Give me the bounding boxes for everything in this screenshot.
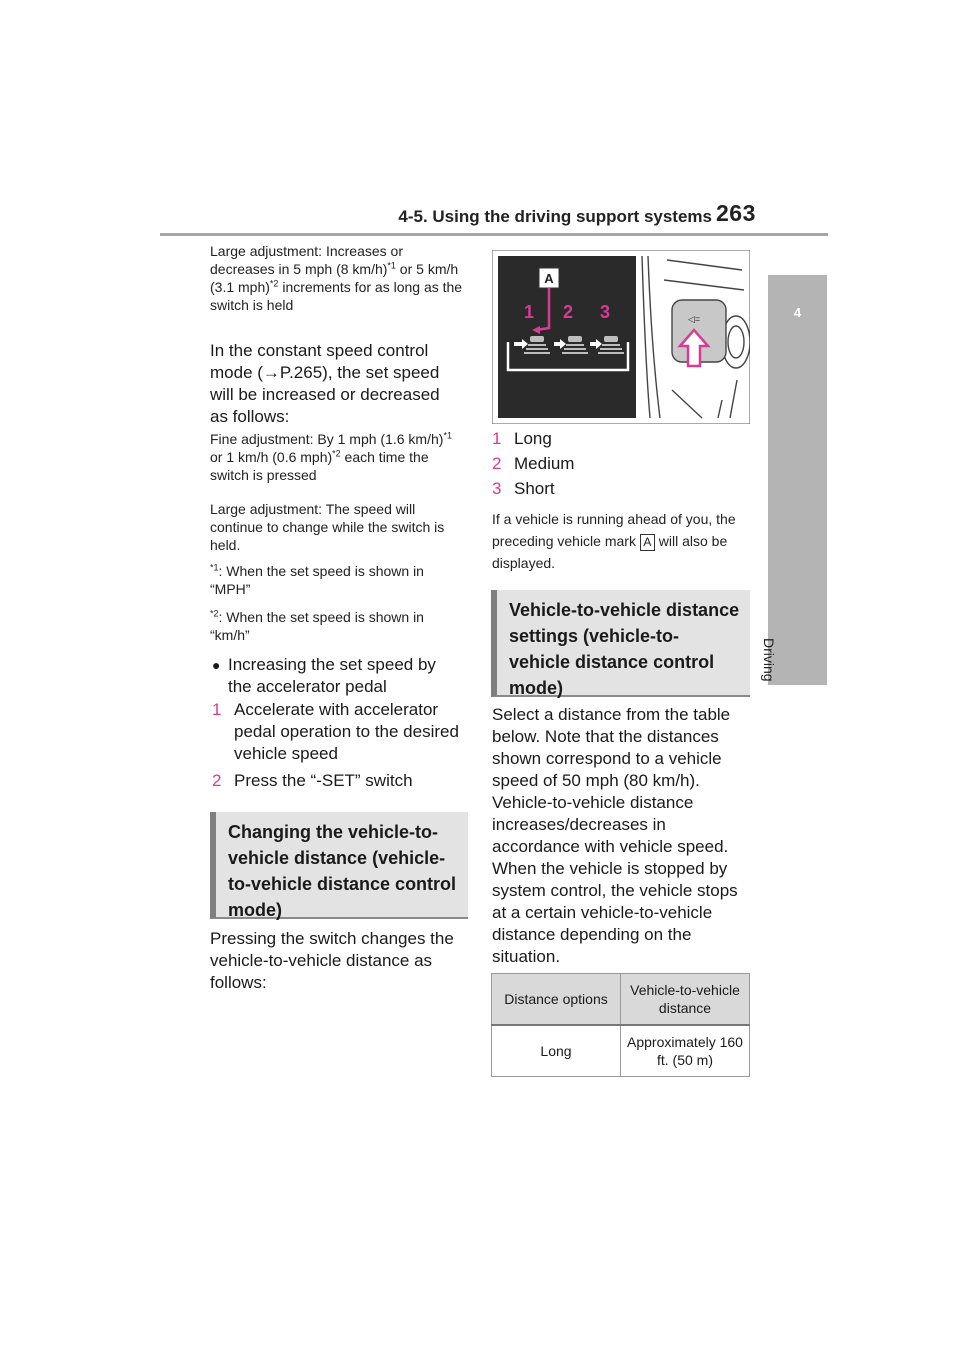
select-distance-text: Select a distance from the table below. Note that the distances shown correspond to a vehicle speed of 50 mph (80 km/h). Vehicle-to-vehicle distance increases/decreases in accordance with vehicle speed. When the vehicle is stopped by system control, the vehicle stops at a certain vehicle-to-vehicle distance depending on the situation. xyxy=(492,705,738,966)
step-2: 2 Press the “-SET” switch xyxy=(212,771,413,790)
figure-number-2: 2 xyxy=(562,302,574,322)
table-row xyxy=(492,1025,750,1077)
header-rule xyxy=(160,233,828,236)
section-title: 4-5. Using the driving support systems xyxy=(398,207,712,226)
chapter-label: Driving xyxy=(761,638,777,682)
preceding-vehicle-note: If a vehicle is running ahead of you, the preceding vehicle mark A will also be displayed. xyxy=(492,511,736,571)
callout-a-label: A xyxy=(544,271,554,286)
distance-item-medium: 2 Medium xyxy=(492,454,575,473)
distance-display-figure xyxy=(492,250,750,424)
fine-adjustment-text: Fine adjustment: By 1 mph (1.6 km/h)$^{*1}$ or 1 km/h (0.6 mph)$^{*2}$ each time the switch is pressed xyxy=(210,430,452,483)
page-number: 263 xyxy=(716,200,756,226)
table-header-cell: Distance options xyxy=(492,974,621,1026)
distance-table xyxy=(491,973,750,1077)
heading-changing-distance: Changing the vehicle-to-vehicle distance (vehicle-to-vehicle distance control mode) xyxy=(210,812,468,919)
table-header-cell: Vehicle-to-vehicle distance xyxy=(621,974,750,1026)
preceding-mark-a: A xyxy=(640,534,655,551)
large-adjustment-text: Large adjustment: Increases or decreases in 5 mph (8 km/h)$^{*1}$ or 5 km/h (3.1 mph)$^{*2}$ increments for as long as the switch is held xyxy=(210,243,463,313)
bullet-heading: ● Increasing the set speed by the accelerator pedal xyxy=(212,655,436,696)
chapter-side-tab xyxy=(768,275,827,685)
large-adjustment-continuous-text: Large adjustment: The speed will continue to change while the switch is held. xyxy=(210,501,445,553)
constant-speed-paragraph: In the constant speed control mode (→P.265), the set speed will be increased or decreased as follows: xyxy=(210,341,440,426)
chapter-number: 4 xyxy=(793,305,802,320)
table-header-row xyxy=(492,974,750,1026)
pressing-switch-text: Pressing the switch changes the vehicle-to-vehicle distance as follows: xyxy=(210,929,454,992)
distance-switch-icon: ◁= xyxy=(688,314,701,324)
figure-number-1: 1 xyxy=(523,302,535,322)
step-1: 1 Accelerate with accelerator pedal operation to the desired vehicle speed xyxy=(212,700,459,763)
bullet-icon: ● xyxy=(212,657,221,673)
footnote-mph: $^{*1}$: When the set speed is shown in “MPH” xyxy=(210,562,424,597)
distance-item-short: 3 Short xyxy=(492,479,555,498)
arrow-right-icon: → xyxy=(262,363,280,382)
table-cell: Approximately 160 ft. (50 m) xyxy=(621,1025,750,1077)
figure-number-3: 3 xyxy=(599,302,611,322)
footnote-kmh: $^{*2}$: When the set speed is shown in “km/h” xyxy=(210,608,424,643)
distance-item-long: 1 Long xyxy=(492,429,552,448)
table-cell: Long xyxy=(492,1025,621,1077)
heading-distance-settings: Vehicle-to-vehicle distance settings (vehicle-to-vehicle distance control mode) xyxy=(491,590,750,697)
